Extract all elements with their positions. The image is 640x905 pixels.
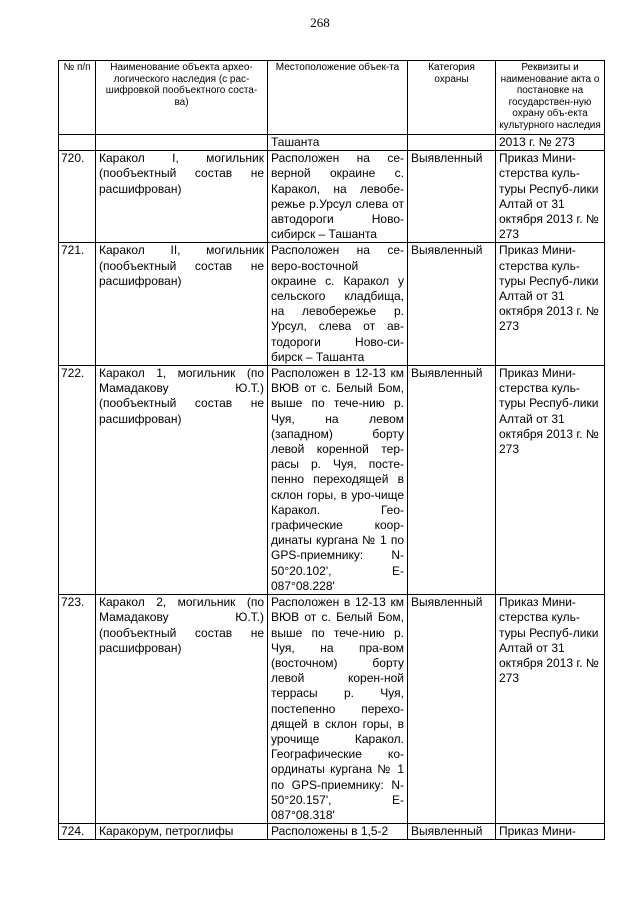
row-document: Приказ Мини-стерства куль-туры Респуб-лики Алтай от 31 октября 2013 г. № 273 [496,151,605,243]
header-category: Категория охраны [408,61,496,135]
row-name: Каракол 1, могильник (по Мамадакову Ю.Т.) (пообъектный состав не расшифрован) [96,366,268,595]
row-location: Расположен в 12-13 км ВЮВ от с. Белый Бом, выше по тече-нию р. Чуя, на пра-вом (восточном) борту левой корен-ной террасы р. Чуя, постепенно перехо-дящей в склон горы, в урочище Каракол. Географические ко-ординаты кургана № 1 по GPS-приемнику: N-50°20.157', E-087°08.318' [268,595,408,824]
table-row [59,243,605,366]
continuation-category [408,135,496,151]
table-header-row [59,61,605,135]
header-document: Реквизиты и наименование акта о постановке на государствен-ную охрану объ-екта культурного наследия [496,61,605,135]
row-number: 724. [59,824,96,840]
header-number: № п/п [59,61,96,135]
continuation-name [96,135,268,151]
row-location: Расположен в 12-13 км ВЮВ от с. Белый Бом, выше по тече-нию р. Чуя, на левом (западном) борту левой коренной тер-расы р. Чуя, посте-пенно переходящей в склон горы, в уро-чище Каракол. Гео-графические коор-динаты кургана № 1 по GPS-приемнику: N-50°20.102', E-087°08.228' [268,366,408,595]
row-category: Выявленный [408,151,496,243]
row-category: Выявленный [408,595,496,824]
row-name: Каракол 2, могильник (по Мамадакову Ю.Т.) (пообъектный состав не расшифрован) [96,595,268,824]
continuation-location: Ташанта [268,135,408,151]
row-name: Каракорум, петроглифы [96,824,268,840]
row-location: Расположен на се-веро-восточной окраине с. Каракол у сельского кладбища, на левобережье р. Урсул, слева от ав-тодороги Ново-си-бирск – Ташанта [268,243,408,366]
table-row [59,595,605,824]
table-row [59,151,605,243]
table-row [59,824,605,840]
page-number: 268 [310,15,330,30]
heritage-table [58,60,605,840]
header-location: Местоположение объек-та [268,61,408,135]
continuation-row [59,135,605,151]
row-location: Расположен на се-верной окраине с. Каракол, на левобе-режье р.Урсул слева от автодороги Ново-сибирск – Ташанта [268,151,408,243]
row-name: Каракол II, могильник (пообъектный состав не расшифрован) [96,243,268,366]
row-document: Приказ Мини- [496,824,605,840]
table-row [59,366,605,595]
continuation-document: 2013 г. № 273 [496,135,605,151]
row-number: 723. [59,595,96,824]
row-number: 720. [59,151,96,243]
row-document: Приказ Мини-стерства куль-туры Респуб-лики Алтай от 31 октября 2013 г. № 273 [496,243,605,366]
row-category: Выявленный [408,824,496,840]
row-number: 721. [59,243,96,366]
header-name: Наименование объекта архео-логического наследия (с рас-шифровкой пообъектного соста-ва) [96,61,268,135]
row-category: Выявленный [408,366,496,595]
continuation-number [59,135,96,151]
row-location: Расположены в 1,5-2 [268,824,408,840]
row-number: 722. [59,366,96,595]
row-document: Приказ Мини-стерства куль-туры Респуб-лики Алтай от 31 октября 2013 г. № 273 [496,366,605,595]
row-name: Каракол I, могильник (пообъектный состав не расшифрован) [96,151,268,243]
row-category: Выявленный [408,243,496,366]
row-document: Приказ Мини-стерства куль-туры Респуб-лики Алтай от 31 октября 2013 г. № 273 [496,595,605,824]
